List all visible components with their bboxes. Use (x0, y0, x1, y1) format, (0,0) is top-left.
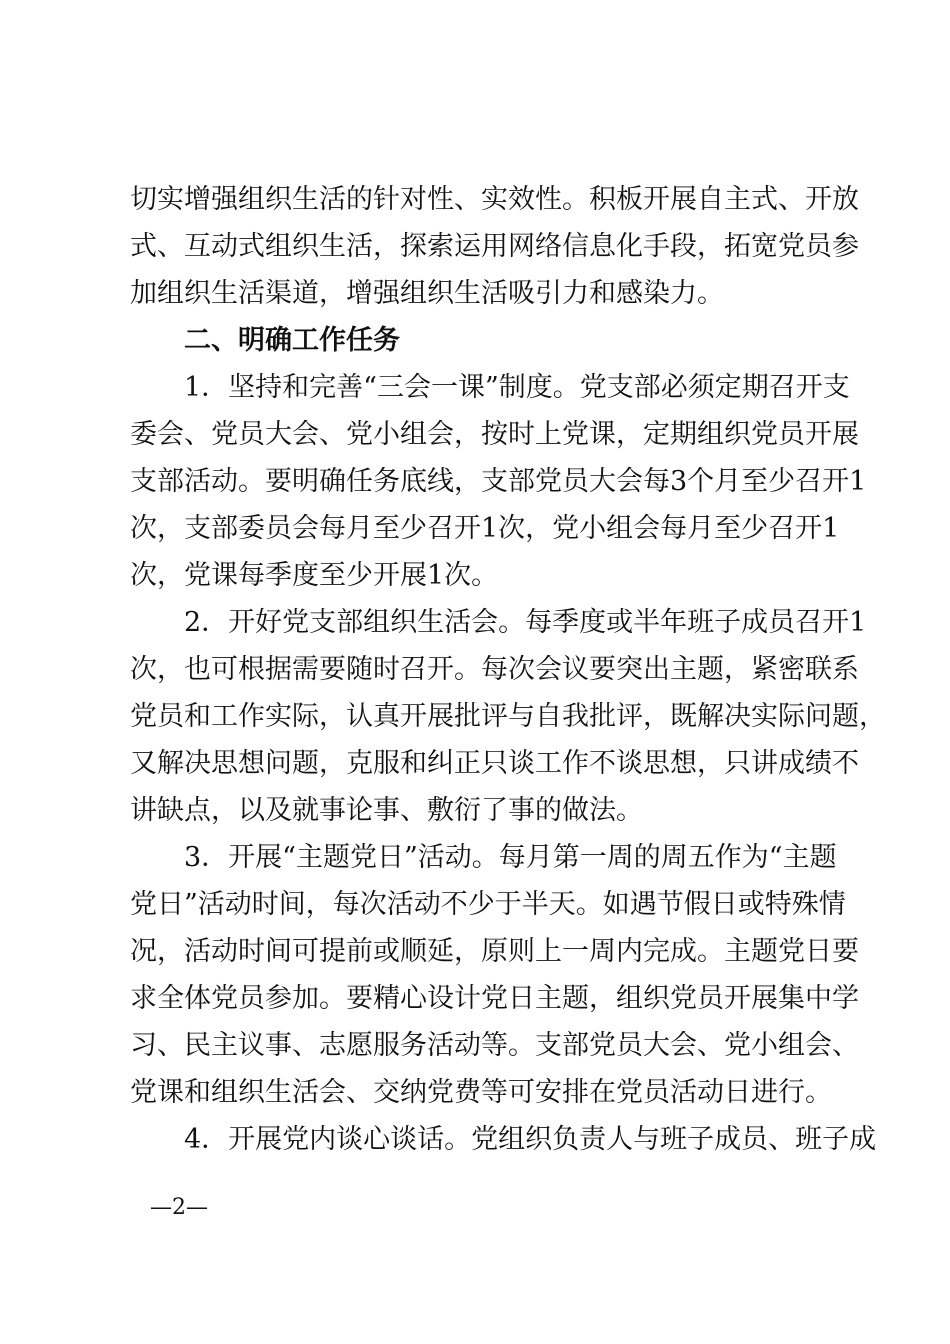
section-heading: 二、明确工作任务 (184, 325, 400, 356)
body-text-line: 2．开好党支部组织生活会。每季度或半年班子成员召开1 (184, 607, 867, 638)
body-text-line: 次，党课每季度至少开展1次。 (130, 560, 499, 591)
body-text-line: 习、民主议事、志愿服务活动等。支部党员大会、党小组会、 (130, 1030, 859, 1061)
page-number: —2— (150, 1195, 208, 1220)
body-text-line: 党员和工作实际，认真开展批评与自我批评，既解决实际问题， (130, 701, 886, 732)
body-text-line: 况，活动时间可提前或顺延，原则上一周内完成。主题党日要 (130, 936, 859, 967)
body-text-line: 委会、党员大会、党小组会，按时上党课，定期组织党员开展 (130, 419, 859, 450)
body-text-line: 党日”活动时间，每次活动不少于半天。如遇节假日或特殊情 (130, 889, 846, 920)
body-text-line: 4．开展党内谈心谈话。党组织负责人与班子成员、班子成 (184, 1124, 877, 1155)
body-text-line: 讲缺点，以及就事论事、敷衍了事的做法。 (130, 795, 643, 826)
body-text-line: 加组织生活渠道，增强组织生活吸引力和感染力。 (130, 278, 724, 309)
body-text-line: 党课和组织生活会、交纳党费等可安排在党员活动日进行。 (130, 1077, 832, 1108)
body-text-line: 支部活动。要明确任务底线，支部党员大会每3个月至少召开1 (130, 466, 867, 497)
body-text-line: 式、互动式组织生活，探索运用网络信息化手段，拓宽党员参 (130, 231, 859, 262)
body-text-line: 次，支部委员会每月至少召开1次，党小组会每月至少召开1 (130, 513, 840, 544)
body-text-line: 1．坚持和完善“三会一课”制度。党支部必须定期召开支 (184, 372, 850, 403)
body-text-line: 又解决思想问题，克服和纠正只谈工作不谈思想，只讲成绩不 (130, 748, 859, 779)
body-text-line: 求全体党员参加。要精心设计党日主题，组织党员开展集中学 (130, 983, 859, 1014)
body-text-line: 次，也可根据需要随时召开。每次会议要突出主题，紧密联系 (130, 654, 859, 685)
body-text-line: 切实增强组织生活的针对性、实效性。积板开展自主式、开放 (130, 184, 859, 215)
body-text-line: 3．开展“主题党日”活动。每月第一周的周五作为“主题 (184, 842, 837, 873)
